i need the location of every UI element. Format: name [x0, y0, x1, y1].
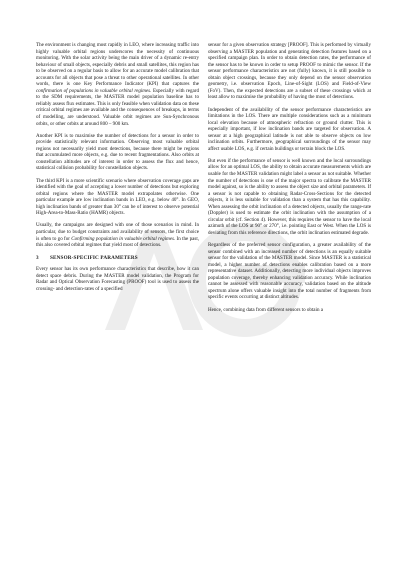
paragraph: Another KPI is to maximise the number of detections for a sensor in order to provide statistically relevant information. Observing most valuable orbital regions not necessarily yield most detections, because there might be regions that accumulated more objects, e.g. due to recent fragmentations. Also orbits at constellation altitudes are of interest in order to assess the flux and hence, statistical collision probability for constellation objects. — [36, 132, 199, 172]
paragraph: Independent of the availability of the sensor performance characteristics are limitations in the LOS. There are multiple considerations such as a minimum local elevation because of atmospheric refraction or ground clutter. This is especially important, if low inclination bands are targeted for observation. A sensor at a high geographical latitude is not able to observe objects on low inclination orbits. Furthermore, geographical surroundings of the sensor may affect usable LOS, e.g. if certain buildings or terrain block the LOS. — [208, 106, 371, 152]
paragraph: sensor for a given observation strategy [PROOF]. This is performed by virtually observing a MASTER population and generating detection features based on a specified campaign plan. In order to obtain detection rates, the performance of the sensor has to be known in order to setup PROOF to mimic the sensor. If the sensor performance characteristics are not (fully) known, it is still possible to obtain object crossings, because they only depend on the sensor observation geometry, i.e. observation Epoch, Line-of-Sight (LOS) and Field-of-View (FoV). Then, the expected detections are a subset of these crossings which at least allow to maximise the probability of having the most of detections. — [208, 42, 371, 101]
section-title: SENSOR-SPECIFIC PARAMETERS — [50, 254, 138, 261]
section-number: 3 — [36, 254, 39, 261]
section-heading — [36, 255, 199, 262]
paragraph: Every sensor has its own performance characteristics that describe, how it can detect space debris. During the MASTER model validation, the Program for Radar and Optical Observation Forecasting (PROOF) tool is used to assess the crossing- and detection-rates of a specified — [36, 266, 199, 293]
paragraph: The environment is changing most rapidly in LEO, where increasing traffic into highly valuable orbital regions underscores the necessity of continuous monitoring. With the solar activity being the main driver of a dynamic re-entry behaviour of small objects, especially debris and small satellites, this region has to be observed on a regular basis to allow for an accurate model calibration that accounts for all objects that pose a threat to other operational satellites. In other words, there is one Key Performance Indicator (KPI) that captures the confirmation of populations in valuable orbital regimes. Especially with regard to the SDM requirements, the MASTER model population baseline has to reliably assess flux estimates. This is only feasible when validation data on these critical orbital regimes are available and the consequences of breakups, in terms of modelling, are understood. Valuable orbit regimes are Sun-Synchronous orbits, or other orbits at around 800 – 900 km. — [36, 42, 199, 127]
paragraph: Usually, the campaigns are designed with one of those scenarios in mind. In particular, due to budget constraints and availability of sensors, the first choice is often to go for Confirming population in valuable orbital regimes. In the past, this also covered orbital regimes that yield most of detections. — [36, 222, 199, 249]
paragraph: But even if the performance of sensor is well known and the local surroundings allow for an optimal LOS, the ability to obtain accurate measurements which are usable for the MASTER validation might label a sensor as not suitable. Whether the number of detections is one of the major spectra to calibrate the MASTER model against, so is the ability to assess the object size and orbital parameters. If a sensor is not capable to obtaining Radar-Cross-Sections for the detected objects, it is less suitable for validation than a system that has this capability. When assessing the orbit inclination of a detected objects, usually the range-rate (Doppler) is used to estimate the orbit inclination with the assumption of a circular orbit (cf. Section 4). However, this requires the sensor to have the local azimuth of the LOS at 90° or 270°, i.e. pointing East or West. When the LOS is deviating from this reference directions, the orbit inclination estimated degrade. — [208, 157, 371, 236]
paragraph: The third KPI is a more scientific scenario where observation coverage gaps are identified with the goal of accepting a lower number of detections but exploring orbital regions where the MASTER model extrapolates otherwise. One particular example are low inclination bands in LEO, e.g. below 40°. In GEO, high inclination bands of greater than 30° can be of interest to observe potential High-Area-to-Mass-Ratio (HAMR) objects. — [36, 177, 199, 217]
paragraph: Regardless of the preferred sensor configuration, a greater availability of the sensor combined with an increased number of detections is an equally suitable sensor for the validation of the MASTER model. Since MASTER is a statistical model, a higher number of detections enables calibration based on a more representative dataset. Additionally, detecting more individual objects improves population coverage, thereby enhancing validation accuracy. While inclination cannot be assessed with reasonable accuracy, validation based on the altitude spectrum alone offers valuable insight into the total number of fragments from specific events occurring at distinct altitudes. — [208, 242, 371, 301]
paragraph: Hence, combining data from different sensors to obtain a — [208, 306, 323, 313]
right-column — [208, 42, 371, 319]
left-column — [36, 42, 199, 298]
